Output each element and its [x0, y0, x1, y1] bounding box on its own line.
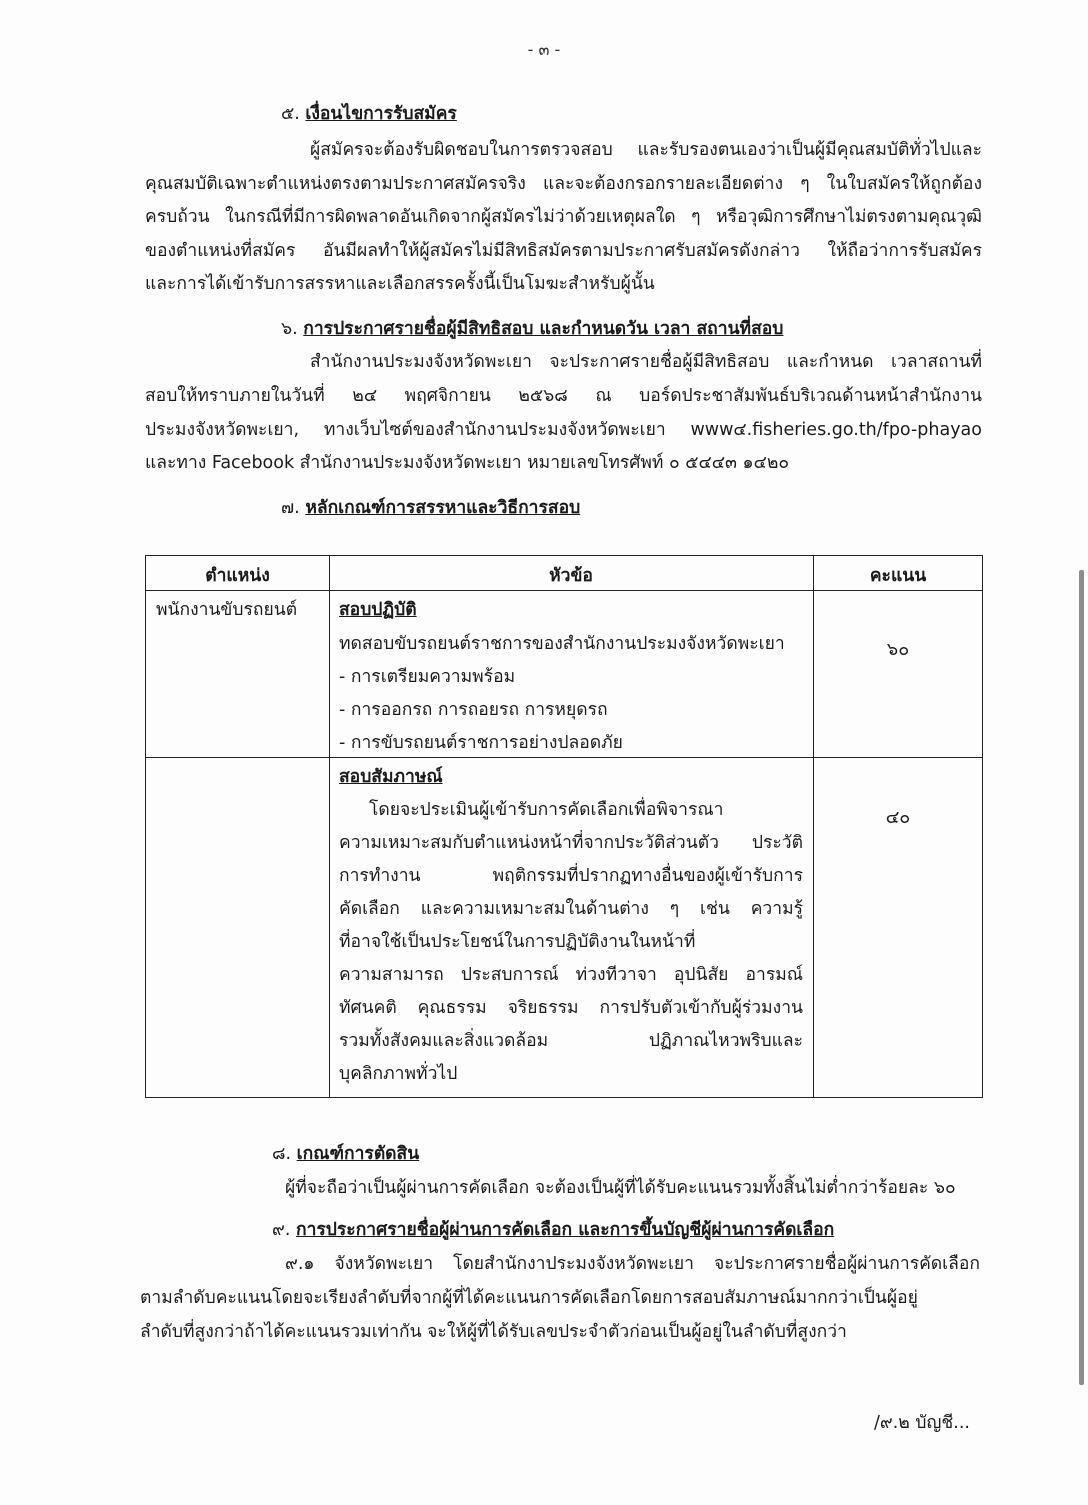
- section-6-number: ๖.: [281, 319, 298, 339]
- criteria-table: [145, 555, 983, 1098]
- section-6-title: การประกาศรายชื่อผู้มีสิทธิสอบ และกำหนดวัน เวลา สถานที่สอบ: [303, 319, 784, 339]
- section-5-line: ผู้สมัครจะต้องรับผิดชอบในการตรวจสอบ และรับรองตนเองว่าเป็นผู้มีคุณสมบัติทั่วไปและ: [310, 140, 982, 160]
- section-5-line: คุณสมบัติเฉพาะตำแหน่งตรงตามประกาศสมัครจริง และจะต้องกรอกรายละเอียดต่าง ๆ ในใบสมัครให้ถูกต้อง: [145, 174, 982, 194]
- page-edge-shadow: [1079, 570, 1084, 1385]
- row2-line: รวมทั้งสังคมและสิ่งแวดล้อม ปฏิภาณไหวพริบและ: [339, 1031, 803, 1051]
- table-header-topic: หัวข้อ: [549, 566, 593, 586]
- row2-line: การทำงาน พฤติกรรมที่ปรากฏทางอื่นของผู้เข้ารับการ: [339, 866, 803, 886]
- row1-line: ทดสอบขับรถยนต์ราชการของสำนักงานประมงจังหวัดพะเยา: [339, 634, 785, 654]
- section-9-heading: [272, 1216, 834, 1244]
- table-header-divider: [146, 590, 982, 591]
- section-5-line: ของตำแหน่งที่สมัคร อันมีผลทำให้ผู้สมัครไม่มีสิทธิสมัครตามประกาศรับสมัครดังกล่าว ให้ถือว่าการรับสมัคร: [145, 241, 982, 261]
- section-6-line: และทาง Facebook สำนักงานประมงจังหวัดพะเยา หมายเลขโทรศัพท์ ๐ ๕๔๔๓ ๑๔๒๐: [145, 453, 790, 473]
- section-9-line: ลำดับที่สูงกว่าถ้าได้คะแนนรวมเท่ากัน จะให้ผู้ที่ได้รับเลขประจำตัวก่อนเป็นผู้อยู่ในลำดับที่สูงกว่า: [140, 1322, 847, 1342]
- row1-title: สอบปฏิบัติ: [339, 600, 417, 620]
- section-9-number: ๙.: [272, 1220, 291, 1240]
- row2-line: ความสามารถ ประสบการณ์ ท่วงทีวาจา อุปนิสัย อารมณ์: [339, 965, 803, 985]
- row2-line: คัดเลือก และความเหมาะสมในด้านต่าง ๆ เช่น ความรู้: [339, 899, 803, 919]
- section-6-line: สอบให้ทราบภายในวันที่ ๒๔ พฤศจิกายน ๒๕๖๘ ณ บอร์ดประชาสัมพันธ์บริเวณด้านหน้าสำนักงาน: [145, 386, 982, 406]
- row1-line: - การออกรถ การถอยรถ การหยุดรถ: [339, 700, 608, 720]
- row2-line: ทัศนคติ คุณธรรม จริยธรรม การปรับตัวเข้ากับผู้ร่วมงาน: [339, 998, 803, 1018]
- section-5-title: เงื่อนไขการรับสมัคร: [305, 104, 457, 124]
- section-8-heading: [272, 1140, 419, 1168]
- section-8-number: ๘.: [272, 1144, 292, 1164]
- section-7-title: หลักเกณฑ์การสรรหาและวิธีการสอบ: [305, 498, 581, 518]
- section-9-line: ตามลำดับคะแนนโดยจะเรียงลำดับที่จากผู้ที่ได้คะแนนการคัดเลือกโดยการสอบสัมภาษณ์มากกว่าเป็นผู้อยู่: [140, 1288, 918, 1308]
- section-5-heading: [281, 100, 457, 128]
- section-5-line: และการได้เข้ารับการสรรหาและเลือกสรรครั้งนี้เป็นโมฆะสำหรับผู้นั้น: [145, 274, 655, 294]
- row2-score: ๔๐: [885, 807, 911, 828]
- section-9-line: ๙.๑ จังหวัดพะเยา โดยสำนักงาประมงจังหวัดพะเยา จะประกาศรายชื่อผู้ผ่านการคัดเลือก: [285, 1254, 980, 1274]
- table-cell-position: พนักงานขับรถยนต์: [156, 600, 298, 620]
- section-5-line: ครบถ้วน ในกรณีที่มีการผิดพลาดอันเกิดจากผู้สมัครไม่ว่าด้วยเหตุผลใด ๆ หรือวุฒิการศึกษาไม่ตรงตามคุณวุฒิ: [145, 207, 982, 227]
- section-7-heading: [281, 494, 580, 522]
- row1-line: - การขับรถยนต์ราชการอย่างปลอดภัย: [339, 733, 623, 753]
- row2-title: สอบสัมภาษณ์: [339, 767, 443, 787]
- table-divider: [329, 556, 330, 1097]
- row2-line: ที่อาจใช้เป็นประโยชน์ในการปฏิบัติงานในหน้าที่: [339, 932, 696, 952]
- section-9-title: การประกาศรายชื่อผู้ผ่านการคัดเลือก และการขึ้นบัญชีผู้ผ่านการคัดเลือก: [295, 1220, 835, 1240]
- page-number: - ๓ -: [527, 40, 561, 59]
- section-6-line: ประมงจังหวัดพะเยา, ทางเว็บไซต์ของสำนักงานประมงจังหวัดพะเยา www๔.fisheries.go.th/fpo-phayao: [145, 420, 982, 440]
- row2-line: บุคลิกภาพทั่วไป: [339, 1064, 458, 1084]
- row1-score: ๖๐: [886, 639, 910, 660]
- section-7-number: ๗.: [281, 498, 300, 518]
- section-6-line: สำนักงานประมงจังหวัดพะเยา จะประกาศรายชื่อผู้มีสิทธิสอบ และกำหนด เวลาสถานที่: [310, 352, 982, 372]
- row1-line: - การเตรียมความพร้อม: [339, 667, 516, 687]
- table-header-score: คะแนน: [869, 566, 927, 586]
- row2-line: ความเหมาะสมกับตำแหน่งหน้าที่จากประวัติส่วนตัว ประวัติ: [339, 833, 803, 853]
- next-page-reference: /๙.๒ บัญชี...: [874, 1413, 970, 1433]
- section-8-title: เกณฑ์การตัดสิน: [296, 1144, 420, 1164]
- table-header-position: ตำแหน่ง: [205, 566, 270, 586]
- section-5-number: ๕.: [281, 104, 300, 124]
- section-8-line: ผู้ที่จะถือว่าเป็นผู้ผ่านการคัดเลือก จะต้องเป็นผู้ที่ได้รับคะแนนรวมทั้งสิ้นไม่ต่ำกว่าร้อยละ ๖๐: [285, 1178, 956, 1198]
- section-6-heading: [281, 315, 783, 343]
- row2-line: โดยจะประเมินผู้เข้ารับการคัดเลือกเพื่อพิจารณา: [369, 800, 724, 820]
